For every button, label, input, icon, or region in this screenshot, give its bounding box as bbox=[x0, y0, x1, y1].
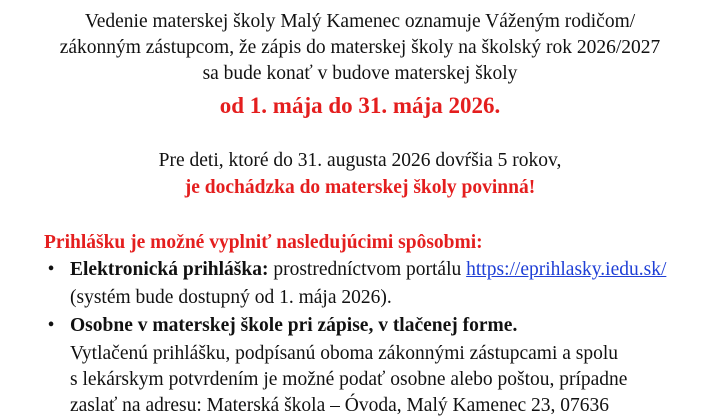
electronic-application-text: prostredníctvom portálu bbox=[268, 259, 467, 280]
in-person-application-label: Osobne v materskej škole pri zápise, v tlačenej forme. bbox=[70, 315, 518, 336]
in-person-line-2: s lekárskym potvrdením je možné podať osobne alebo poštou, prípadne bbox=[70, 369, 628, 390]
electronic-application-note: (systém bude dostupný od 1. mája 2026). bbox=[70, 287, 392, 308]
bullet-marker: • bbox=[47, 259, 55, 280]
electronic-application-label: Elektronická prihláška: bbox=[70, 259, 269, 280]
bullet-marker: • bbox=[47, 315, 55, 336]
electronic-application-item bbox=[70, 258, 666, 282]
eprihlasky-link[interactable]: https://eprihlasky.iedu.sk/ bbox=[466, 259, 667, 280]
intro-line-1: Vedenie materskej školy Malý Kamenec oznamuje Váženým rodičom/ bbox=[84, 11, 636, 32]
in-person-line-1: Vytlačenú prihlášku, podpísanú oboma zákonnými zástupcami a spolu bbox=[70, 343, 619, 364]
intro-line-2: zákonným zástupcom, že zápis do materskej školy na školský rok 2026/2027 bbox=[59, 37, 661, 58]
in-person-line-3: zaslať na adresu: Materská škola – Óvoda, Malý Kamenec 23, 07636 bbox=[70, 395, 610, 416]
notice-line-1: Pre deti, ktoré do 31. augusta 2026 dovŕšia 5 rokov, bbox=[158, 150, 562, 171]
mandatory-attendance-notice: je dochádzka do materskej školy povinná! bbox=[184, 177, 536, 198]
methods-heading: Prihlášku je možné vyplniť nasledujúcimi spôsobmi: bbox=[44, 232, 483, 253]
intro-line-3: sa bude konať v budove materskej školy bbox=[202, 63, 518, 84]
enrollment-dates: od 1. mája do 31. mája 2026. bbox=[219, 93, 501, 118]
